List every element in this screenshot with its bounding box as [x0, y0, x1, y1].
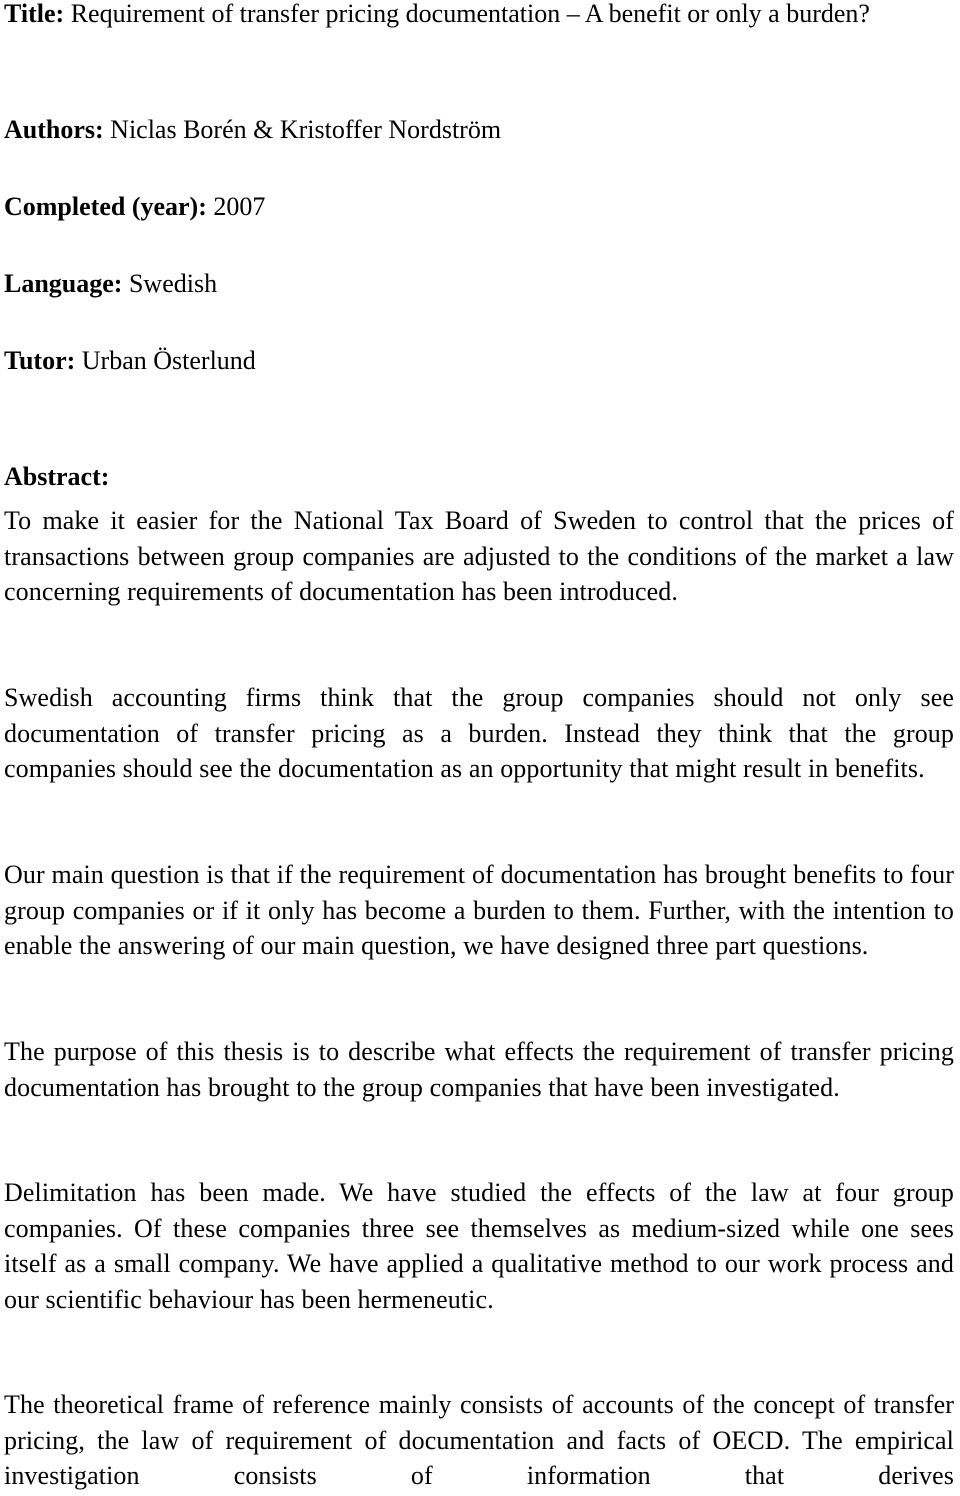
completed-value: 2007 — [206, 192, 266, 221]
abstract-paragraph-2: Swedish accounting firms think that the group companies should not only see documentation of transfer pricing as a burden. Instead they think that the group companies should see the documentation as an opportunity that might result in benefits. — [4, 683, 954, 783]
title-line — [4, 0, 954, 32]
abstract-paragraph-3: Our main question is that if the requirement of documentation has brought benefits to four group companies or if it only has become a burden to them. Further, with the intention to enable the answering of our main question, we have designed three part questions. — [4, 860, 954, 960]
tutor-value: Urban Österlund — [75, 346, 256, 375]
language-line — [4, 266, 954, 302]
completed-label: Completed (year): — [4, 192, 207, 221]
language-value: Swedish — [122, 269, 218, 298]
tutor-line — [4, 343, 954, 379]
abstract-paragraph-6: The theoretical frame of reference mainly consists of accounts of the concept of transfer pricing, the law of requirement of documentation and facts of OECD. The empirical investigation consists of information that derives — [4, 1390, 954, 1490]
abstract-heading: Abstract: — [4, 462, 110, 491]
title-label: Title: — [4, 0, 65, 28]
abstract-paragraph-1: To make it easier for the National Tax Board of Sweden to control that the prices of transactions between group companies are adjusted to the conditions of the market a law concerning requirements of documentation has been introduced. — [4, 506, 954, 606]
title-value: Requirement of transfer pricing documentation – A benefit or only a burden? — [64, 0, 870, 28]
abstract-paragraph-4: The purpose of this thesis is to describe what effects the requirement of transfer pricing documentation has brought to the group companies that have been investigated. — [4, 1037, 954, 1102]
language-label: Language: — [4, 269, 123, 298]
tutor-label: Tutor: — [4, 346, 76, 375]
authors-value: Niclas Borén & Kristoffer Nordström — [103, 115, 502, 144]
abstract-paragraph-5: Delimitation has been made. We have studied the effects of the law at four group companies. Of these companies three see themselves as medium-sized while one sees itself as a small company. We have applied a qualitative method to our work process and our scientific behaviour has been hermeneutic. — [4, 1178, 954, 1314]
completed-line — [4, 189, 954, 225]
authors-label: Authors: — [4, 115, 104, 144]
authors-line — [4, 112, 954, 148]
